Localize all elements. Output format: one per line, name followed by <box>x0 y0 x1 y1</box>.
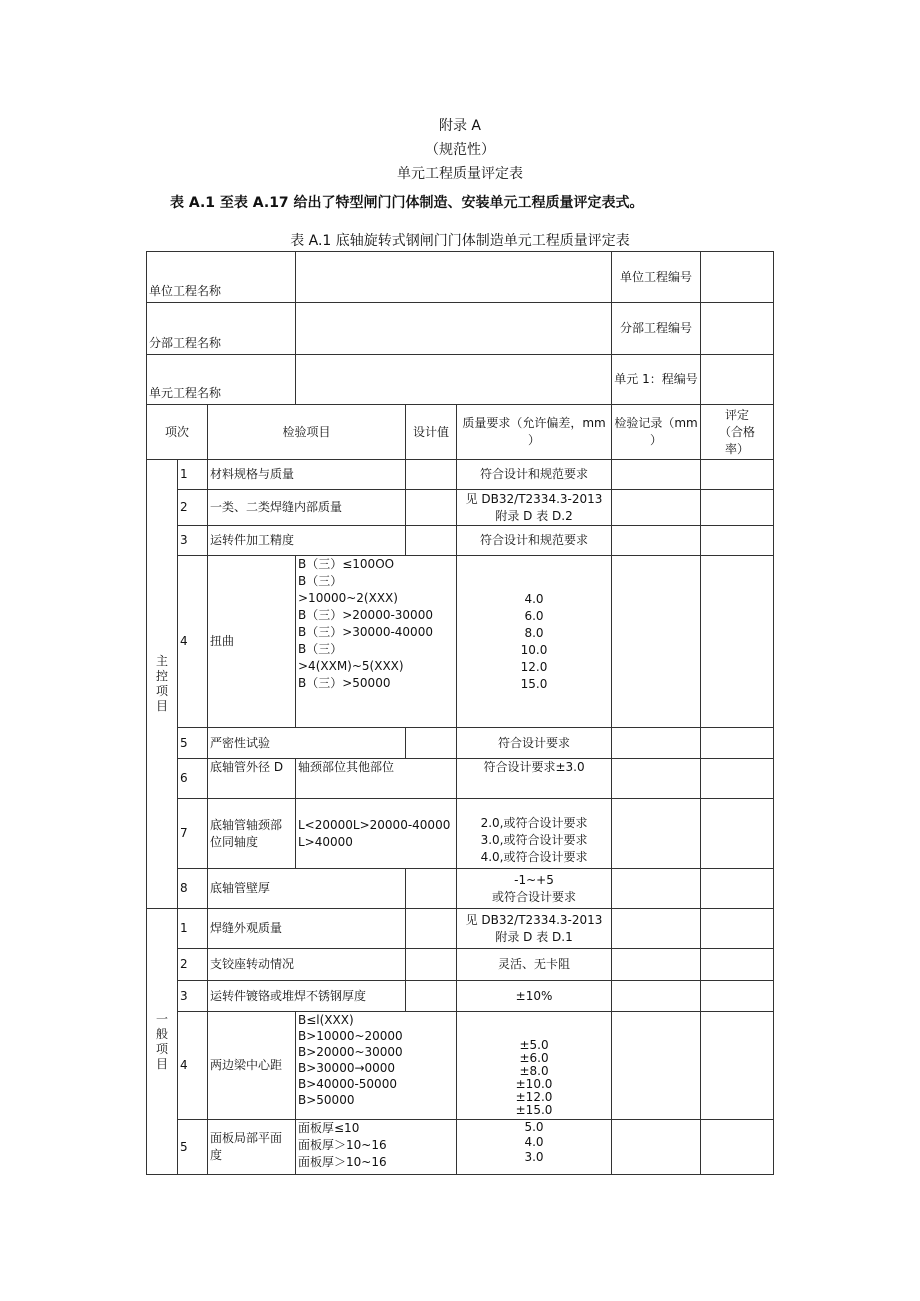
inspection-record-cell <box>612 490 701 526</box>
item-no: 2 <box>178 949 208 981</box>
col-inspection-item: 检验项目 <box>208 405 406 460</box>
item-name: 焊缝外观质量 <box>208 909 406 949</box>
table-row <box>147 460 774 490</box>
unit-project-name-label: 单位工程名称 <box>147 252 296 303</box>
item-name: 底轴管轴颈部位同轴度 <box>208 799 296 869</box>
info-row-unit <box>147 252 774 303</box>
quality-requirement: ±5.0 ±6.0 ±8.0 ±10.0 ±12.0 ±15.0 <box>457 1012 612 1120</box>
rating-cell <box>701 490 774 526</box>
rating-cell <box>701 526 774 556</box>
unit-project-no-label: 单位工程编号 <box>612 252 701 303</box>
col-item-no: 项次 <box>147 405 208 460</box>
info-row-division <box>147 303 774 355</box>
item-name: 材料规格与质量 <box>208 460 406 490</box>
inspection-record-cell <box>612 869 701 909</box>
table-row <box>147 759 774 799</box>
item-no: 4 <box>178 1012 208 1120</box>
element-project-name-value <box>296 355 612 405</box>
design-value-cell <box>406 949 457 981</box>
item-name: 底轴管壁厚 <box>208 869 406 909</box>
design-value-cell <box>406 526 457 556</box>
rating-cell <box>701 869 774 909</box>
rating-cell <box>701 556 774 728</box>
item-no: 7 <box>178 799 208 869</box>
inspection-record-cell <box>612 799 701 869</box>
item-sub-conditions: 面板厚≤10 面板厚＞10~16 面板厚＞10~16 <box>296 1120 457 1175</box>
division-project-no-value <box>701 303 774 355</box>
table-row <box>147 949 774 981</box>
table-row <box>147 909 774 949</box>
division-project-name-value <box>296 303 612 355</box>
division-project-no-label: 分部工程编号 <box>612 303 701 355</box>
rating-cell <box>701 460 774 490</box>
table-row <box>147 526 774 556</box>
element-project-name-label: 单元工程名称 <box>147 355 296 405</box>
design-value-cell <box>406 490 457 526</box>
item-no: 5 <box>178 728 208 759</box>
quality-requirement: 5.0 4.0 3.0 <box>457 1120 612 1175</box>
item-name: 运转件加工精度 <box>208 526 406 556</box>
item-sub-conditions: 轴颈部位其他部位 <box>296 759 457 799</box>
quality-requirement: 见 DB32/T2334.3-2013 附录 D 表 D.2 <box>457 490 612 526</box>
col-rating: 评定 （合格 率） <box>701 405 774 460</box>
rating-cell <box>701 1012 774 1120</box>
item-no: 1 <box>178 909 208 949</box>
quality-assessment-table <box>146 251 774 1175</box>
quality-requirement: 见 DB32/T2334.3-2013 附录 D 表 D.1 <box>457 909 612 949</box>
element-project-no-label: 单元 1：程编号 <box>612 355 701 405</box>
column-header-row <box>147 405 774 460</box>
table-row <box>147 869 774 909</box>
table-row <box>147 728 774 759</box>
group-main-label <box>147 460 178 909</box>
table-caption: 表 A.1 底轴旋转式钢闸门门体制造单元工程质量评定表 <box>290 233 630 249</box>
rating-cell <box>701 949 774 981</box>
item-sub-conditions: L<20000L>20000-40000L>40000 <box>296 799 457 869</box>
vertical-group-text: 主控项目 <box>156 654 169 713</box>
appendix-label: 附录 A <box>438 118 482 134</box>
item-name: 一类、二类焊缝内部质量 <box>208 490 406 526</box>
item-name: 运转件镀铬或堆焊不锈钢厚度 <box>208 981 406 1012</box>
intro-text: 表 A.1 至表 A.17 给出了特型闸门门体制造、安装单元工程质量评定表式。 <box>170 195 644 211</box>
item-no: 3 <box>178 981 208 1012</box>
item-no: 6 <box>178 759 208 799</box>
item-name: 面板局部平面度 <box>208 1120 296 1175</box>
item-name: 扭曲 <box>208 556 296 728</box>
rating-cell <box>701 1120 774 1175</box>
rating-cell <box>701 759 774 799</box>
item-sub-conditions: B（三）≤100OO B（三） >10000~2(XXX) B（三）>20000-30000 B（三）>30000-40000 B（三） >4(XXM)~5(XXX) B（三）>50000 <box>296 556 457 728</box>
rating-cell <box>701 799 774 869</box>
rating-cell <box>701 728 774 759</box>
inspection-record-cell <box>612 759 701 799</box>
col-inspection-record: 检验记录（mm ） <box>612 405 701 460</box>
table-row <box>147 981 774 1012</box>
rating-cell <box>701 909 774 949</box>
item-name: 支铰座转动情况 <box>208 949 406 981</box>
vertical-group-text: 一般项目 <box>156 1011 169 1071</box>
item-sub-conditions: B≤l(XXX) B>10000~20000 B>20000~30000 B>30000→0000 B>40000-50000 B>50000 <box>296 1012 457 1120</box>
inspection-record-cell <box>612 981 701 1012</box>
item-no: 4 <box>178 556 208 728</box>
item-no: 2 <box>178 490 208 526</box>
item-name: 两边梁中心距 <box>208 1012 296 1120</box>
inspection-record-cell <box>612 949 701 981</box>
quality-requirement: 符合设计要求±3.0 <box>457 759 612 799</box>
item-no: 5 <box>178 1120 208 1175</box>
division-project-name-label: 分部工程名称 <box>147 303 296 355</box>
item-name: 底轴管外径 D <box>208 759 296 799</box>
inspection-record-cell <box>612 526 701 556</box>
item-name: 严密性试验 <box>208 728 406 759</box>
design-value-cell <box>406 460 457 490</box>
col-quality-requirement: 质量要求（允许偏差，mm ） <box>457 405 612 460</box>
quality-requirement: -1~+5 或符合设计要求 <box>457 869 612 909</box>
rating-cell <box>701 981 774 1012</box>
section-title: 单元工程质量评定表 <box>397 166 523 182</box>
inspection-record-cell <box>612 1012 701 1120</box>
col-design-value: 设计值 <box>406 405 457 460</box>
inspection-record-cell <box>612 460 701 490</box>
design-value-cell <box>406 909 457 949</box>
inspection-record-cell <box>612 556 701 728</box>
inspection-record-cell <box>612 909 701 949</box>
quality-requirement: 灵活、无卡阻 <box>457 949 612 981</box>
quality-requirement: 符合设计要求 <box>457 728 612 759</box>
group-general-label <box>147 909 178 1175</box>
unit-project-name-value <box>296 252 612 303</box>
inspection-record-cell <box>612 728 701 759</box>
design-value-cell <box>406 981 457 1012</box>
quality-requirement: 符合设计和规范要求 <box>457 526 612 556</box>
normative-label: （规范性） <box>425 142 495 158</box>
table-row <box>147 556 774 728</box>
element-project-no-value <box>701 355 774 405</box>
inspection-record-cell <box>612 1120 701 1175</box>
quality-requirement: 4.0 6.0 8.0 10.0 12.0 15.0 <box>457 556 612 728</box>
table-row <box>147 799 774 869</box>
table-row <box>147 1120 774 1175</box>
quality-requirement: 符合设计和规范要求 <box>457 460 612 490</box>
unit-project-no-value <box>701 252 774 303</box>
item-no: 3 <box>178 526 208 556</box>
design-value-cell <box>406 869 457 909</box>
table-row <box>147 490 774 526</box>
quality-requirement: 2.0,或符合设计要求 3.0,或符合设计要求 4.0,或符合设计要求 <box>457 799 612 869</box>
table-row <box>147 1012 774 1120</box>
item-no: 8 <box>178 869 208 909</box>
quality-requirement: ±10% <box>457 981 612 1012</box>
design-value-cell <box>406 728 457 759</box>
item-no: 1 <box>178 460 208 490</box>
info-row-element <box>147 355 774 405</box>
